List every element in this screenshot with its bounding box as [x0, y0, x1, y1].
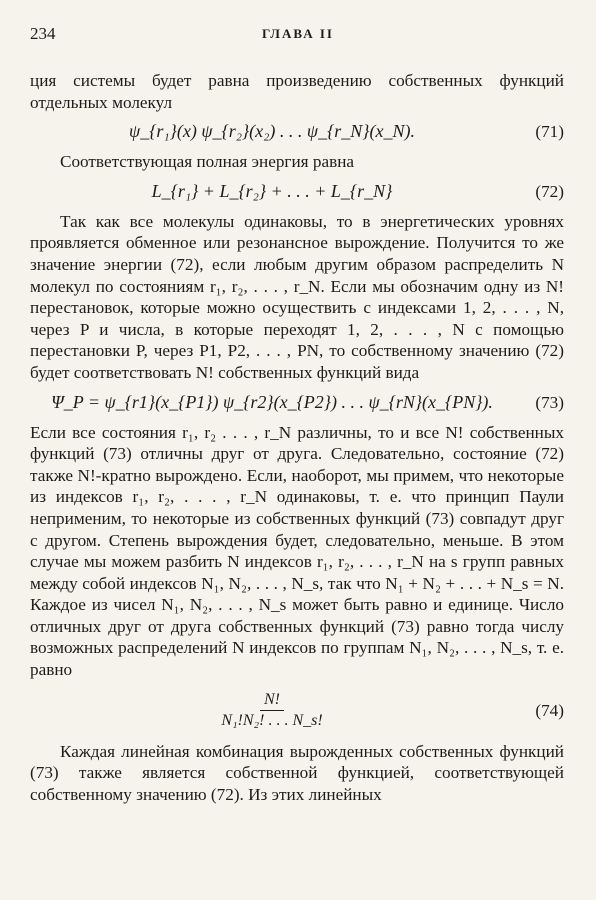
paragraph-5: Каждая линейная комбинация вырожденных собственных функций (73) также является собственной функцией, соответствующей собственному значению (72). Из этих линейных [30, 741, 564, 804]
equation-74-expression [30, 690, 514, 731]
equation-74-number: (74) [535, 700, 564, 720]
page-number: 234 [30, 24, 56, 43]
fraction-numerator: N! [260, 690, 284, 711]
equation-72-number: (72) [535, 181, 564, 201]
equation-72-expression: L_{r₁} + L_{r₂} + . . . + L_{r_N} [151, 180, 393, 201]
equation-71-number: (71) [535, 122, 564, 142]
equation-73-expression: Ψ_P = ψ_{r1}(x_{P1}) ψ_{r2}(x_{P2}) . . . ψ_{rN}(x_{PN}). [51, 391, 493, 412]
paragraph-2: Соответствующая полная энергия равна [60, 152, 355, 172]
paragraph-3: Так как все молекулы одинаковы, то в энергетических уровнях проявляется обменное или резонансное вырождение. Получится то же значение энергии (72), если любым другим образом распределить N молекул по состояниям r₁, r₂, . . . , r_N. Если мы обозначим одну из N! перестановок, которые можно осуществить с индексами 1, 2, . . . , N, через P и числа, в которые переходят 1, 2, . . . , N с помощью перестановки P, через P1, P2, . . . , PN, то собственному значению (72) будет соответствовать N! собственных функций вида [30, 211, 564, 382]
equation-71 [30, 117, 564, 147]
page-header [30, 24, 566, 48]
equation-74 [30, 687, 564, 735]
equation-71-expression: ψ_{r₁}(x) ψ_{r₂}(x₂) . . . ψ_{r_N}(x_N). [129, 121, 415, 142]
page-body [30, 70, 564, 805]
paragraph-1: ция системы будет равна произведению собственных функций отдельных молекул [30, 71, 564, 112]
equation-73 [30, 388, 564, 418]
paragraph-4: Если все состояния r₁, r₂ . . . , r_N различны, то и все N! собственных функций (73) отличны друг от друга. Следовательно, состояние (72) также N!-кратно вырождено. Если, наоборот, мы примем, что некоторые из индексов r₁, r₂, . . . , r_N одинаковы, т. е. что принцип Паули неприменим, то некоторые из собственных функций (73) совпадут друг с другом. Степень вырождения будет, следовательно, меньше. В этом случае мы можем разбить N индексов r₁, r₂, . . . , r_N на s групп равных между собой индексов N₁, N₂, . . . , N_s, так что N₁ + N₂ + . . . + N_s = N. Каждое из чисел N₁, N₂, . . . , N_s может быть равно и единице. Число отличных друг от друга собственных функций (73) равно тогда числу возможных распределений N индексов по группам N₁, N₂, . . . , N_s, т. е. равно [30, 422, 564, 680]
equation-73-number: (73) [535, 392, 564, 412]
chapter-title: ГЛАВА II [262, 26, 334, 41]
fraction-denominator: N₁!N₂! . . . N_s! [221, 712, 323, 730]
fraction [221, 690, 322, 731]
equation-72 [30, 177, 564, 207]
